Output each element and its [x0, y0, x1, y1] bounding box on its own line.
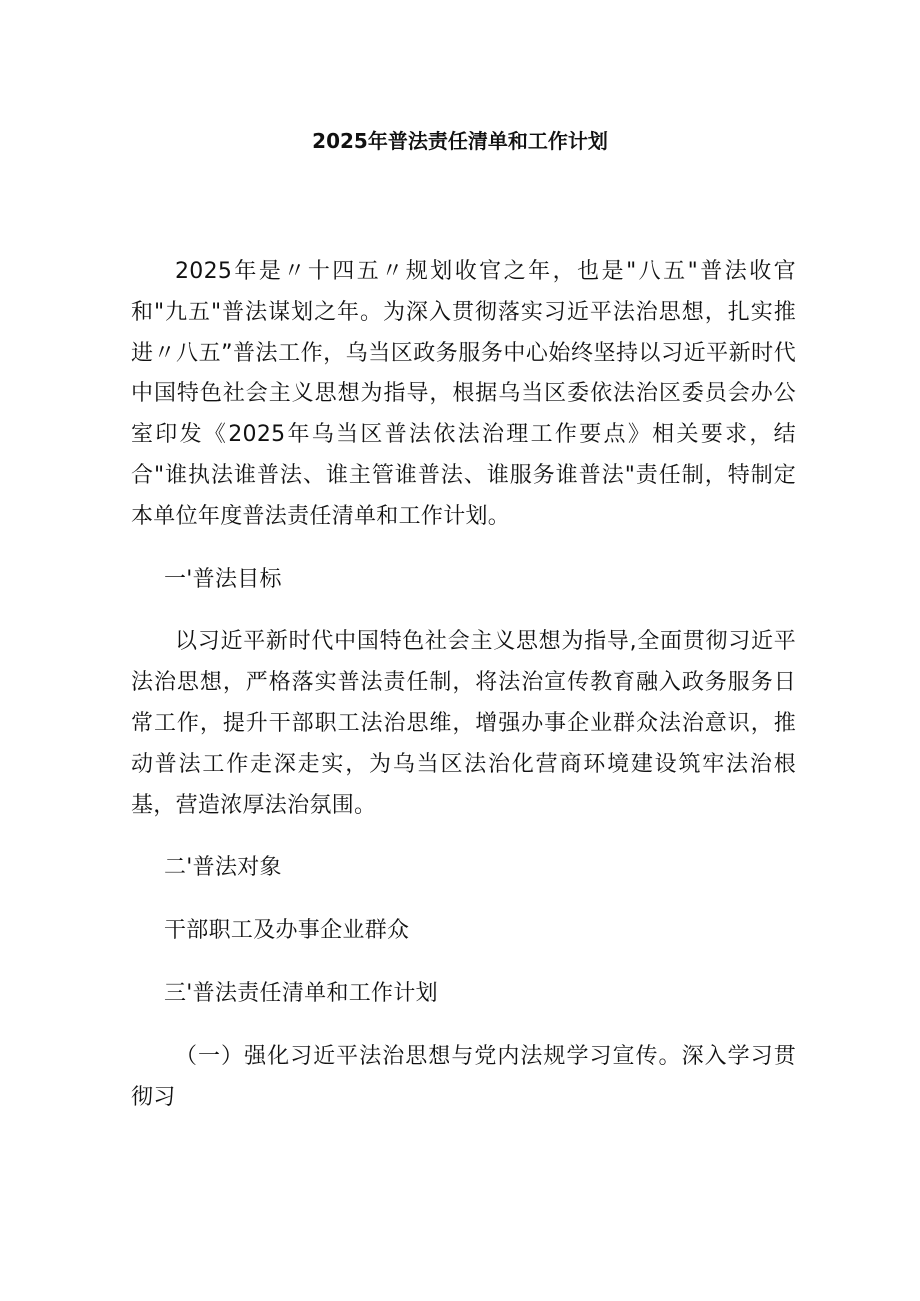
- goals-paragraph: 以习近平新时代中国特色社会主义思想为指导,全面贯彻习近平法治思想，严格落实普法责任制，将法治宣传教育融入政务服务日常工作，提升干部职工法治思维，增强办事企业群众法治意识，推动普法工作走深走实，为乌当区法治化营商环境建设筑牢法治根基，营造浓厚法治氛围。: [131, 629, 796, 818]
- spacer: [131, 538, 796, 560]
- plan-item-1: （一）强化习近平法治思想与党内法规学习宣传。深入学习贯彻习: [131, 1043, 796, 1110]
- spacer: [131, 826, 796, 848]
- document-body: [131, 252, 796, 1118]
- intro-paragraph: 2025年是〃十四五〃规划收官之年，也是"八五"普法收官和"九五"普法谋划之年。为深入贯彻落实习近平法治思想，扎实推进〃八五”普法工作，乌当区政务服务中心始终坚持以习近平新时代中国特色社会主义思想为指导，根据乌当区委依法治区委员会办公室印发《2025年乌当区普法依法治理工作要点》相关要求，结合"谁执法谁普法、谁主管谁普法、谁服务谁普法"责任制，特制定本单位年度普法责任清单和工作计划。: [131, 259, 796, 529]
- spacer: [131, 600, 796, 622]
- spacer: [131, 1015, 796, 1037]
- section-heading-audience: 二'普法对象: [164, 855, 282, 881]
- section-heading-goals: 一'普法目标: [164, 566, 282, 592]
- audience-paragraph: 干部职工及办事企业群众: [164, 918, 410, 944]
- document-title: 2025年普法责任清单和工作计划: [312, 129, 608, 153]
- section-heading-plan: 三'普法责任清单和工作计划: [164, 980, 438, 1006]
- spacer: [131, 952, 796, 974]
- spacer: [131, 889, 796, 911]
